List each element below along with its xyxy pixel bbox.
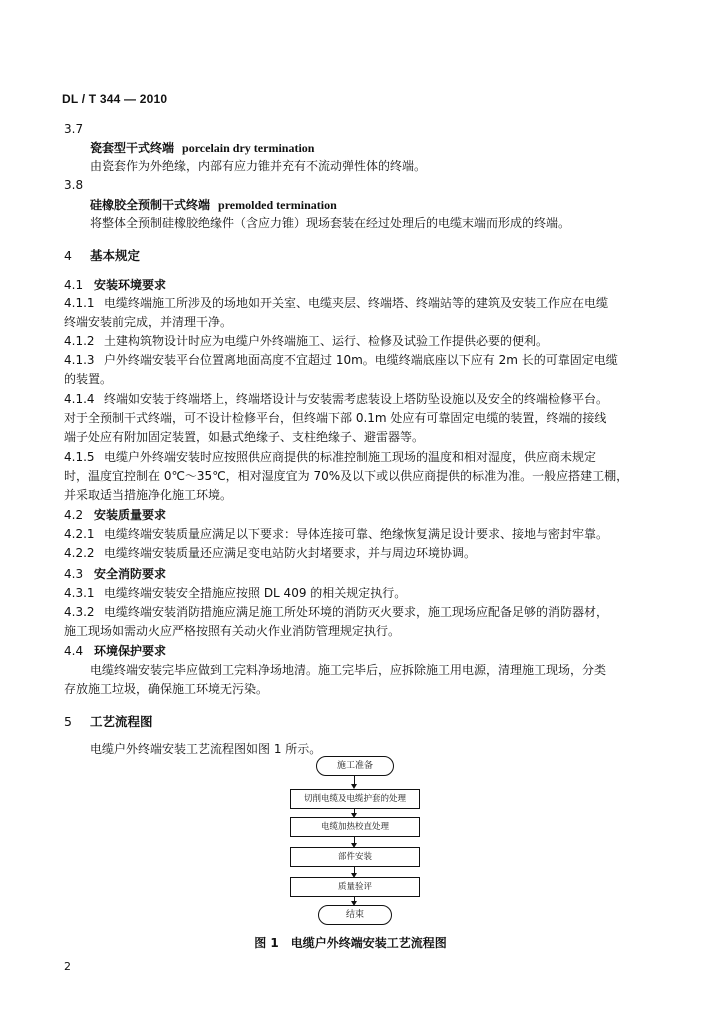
clause-text-cont: 存放施工垃圾，确保施工环境无污染。 <box>64 682 269 696</box>
clause-text: 终端如安装于终端塔上，终端塔设计与安装需考虑装设上塔防坠设施以及安全的终端检修平台。 <box>104 392 609 406</box>
term-definition: 将整体全预制硅橡胶绝缘件（含应力锥）现场套装在经过处理后的电缆末端而形成的终端。 <box>90 216 571 230</box>
clause-number: 4.1.5 <box>64 450 95 464</box>
flow-step: 部件安装 <box>290 847 420 867</box>
clause-4-2-2 <box>64 544 476 561</box>
section-heading <box>64 246 140 264</box>
subsection-heading <box>64 642 166 659</box>
clause-number: 4.3.2 <box>64 605 95 619</box>
section-heading <box>64 712 153 730</box>
clause-4-1-2 <box>64 332 548 349</box>
section-title: 工艺流程图 <box>90 714 153 729</box>
clause-4-3-2 <box>64 603 608 620</box>
section-number: 4 <box>64 248 72 263</box>
clause-number: 4.1.2 <box>64 334 95 348</box>
subsection-title: 安全消防要求 <box>94 567 167 581</box>
subsection-number: 4.3 <box>64 567 84 581</box>
clause-4-1-1 <box>64 294 608 311</box>
clause-text: 电缆终端安装消防措施应满足施工所处环境的消防灭火要求，施工现场应配备足够的消防器材， <box>104 605 609 619</box>
subsection-title: 安装质量要求 <box>94 508 167 522</box>
clause-text-cont: 并采取适当措施净化施工环境。 <box>64 488 233 502</box>
clause-4-2-1 <box>64 525 608 542</box>
term-title-en: porcelain dry termination <box>182 141 315 155</box>
term-title <box>90 139 314 156</box>
flow-step: 质量验评 <box>290 877 420 897</box>
clause-text: 电缆终端施工所涉及的场地如开关室、电缆夹层、终端塔、终端站等的建筑及安装工作应在电缆 <box>104 296 609 310</box>
subsection-title: 环境保护要求 <box>94 644 167 658</box>
clause-text: 户外终端安装平台位置离地面高度不宜超过 10m。电缆终端底座以下应有 2m 长的可靠固定电缆 <box>104 353 618 367</box>
subsection-number: 4.2 <box>64 508 84 522</box>
page-number: 2 <box>64 960 71 973</box>
subsection-heading <box>64 276 166 293</box>
clause-text-cont: 施工现场如需动火应严格按照有关动火作业消防管理规定执行。 <box>64 624 401 638</box>
flow-end: 结束 <box>318 905 392 925</box>
term-number: 3.7 <box>64 122 84 136</box>
clause-4-1-3 <box>64 351 618 368</box>
flow-step: 切削电缆及电缆护套的处理 <box>290 789 420 809</box>
term-title-en: premolded termination <box>218 198 337 212</box>
flow-start: 施工准备 <box>316 756 394 776</box>
subsection-title: 安装环境要求 <box>94 278 167 292</box>
clause-text: 电缆终端安装完毕应做到工完料净场地清。施工完毕后，应拆除施工用电源，清理施工现场，分类 <box>90 663 607 677</box>
clause-text: 电缆终端安装质量应满足以下要求：导体连接可靠、绝缘恢复满足设计要求、接地与密封牢靠。 <box>104 527 609 541</box>
term-title-zh: 硅橡胶全预制干式终端 <box>90 198 211 212</box>
subsection-number: 4.4 <box>64 644 84 658</box>
clause-number: 4.3.1 <box>64 586 95 600</box>
clause-text-cont: 的装置。 <box>64 372 113 386</box>
clause-text: 电缆终端安装质量还应满足变电站防火封堵要求，并与周边环境协调。 <box>104 546 477 560</box>
clause-text-cont: 终端安装前完成，并清理干净。 <box>64 315 233 329</box>
clause-text: 电缆户外终端安装时应按照供应商提供的标准控制施工现场的温度和相对湿度，供应商未规定 <box>104 450 597 464</box>
clause-number: 4.2.1 <box>64 527 95 541</box>
clause-number: 4.1.4 <box>64 392 95 406</box>
term-title <box>90 196 337 213</box>
term-title-zh: 瓷套型干式终端 <box>90 141 175 155</box>
section-intro: 电缆户外终端安装工艺流程图如图 1 所示。 <box>90 742 322 756</box>
standard-code: DL / T 344 — 2010 <box>62 92 168 106</box>
section-title: 基本规定 <box>90 248 141 263</box>
clause-number: 4.1.1 <box>64 296 95 310</box>
clause-text-cont: 对于全预制干式终端，可不设计检修平台，但终端下部 0.1m 处应有可靠固定电缆的装置，终端的接线 <box>64 411 607 425</box>
clause-text: 电缆终端安装安全措施应按照 DL 409 的相关规定执行。 <box>104 586 407 600</box>
clause-4-3-1 <box>64 584 406 601</box>
subsection-heading <box>64 506 166 523</box>
section-number: 5 <box>64 714 72 729</box>
flow-step: 电缆加热校直处理 <box>290 817 420 837</box>
clause-4-1-5 <box>64 448 596 465</box>
clause-number: 4.2.2 <box>64 546 95 560</box>
clause-4-1-4 <box>64 390 608 407</box>
figure-caption: 图 1 电缆户外终端安装工艺流程图 <box>254 936 447 950</box>
subsection-number: 4.1 <box>64 278 84 292</box>
term-definition: 由瓷套作为外绝缘，内部有应力锥并充有不流动弹性体的终端。 <box>90 159 427 173</box>
subsection-heading <box>64 565 166 582</box>
clause-number: 4.1.3 <box>64 353 95 367</box>
clause-text-cont: 时，温度宜控制在 0℃～35℃，相对湿度宜为 70%及以下或以供应商提供的标准为准。一般应搭建工棚， <box>64 469 629 483</box>
clause-text: 土建构筑物设计时应为电缆户外终端施工、运行、检修及试验工作提供必要的便利。 <box>104 334 549 348</box>
clause-text-cont: 端子处应有附加固定装置，如悬式绝缘子、支柱绝缘子、避雷器等。 <box>64 430 425 444</box>
term-number: 3.8 <box>64 178 84 192</box>
